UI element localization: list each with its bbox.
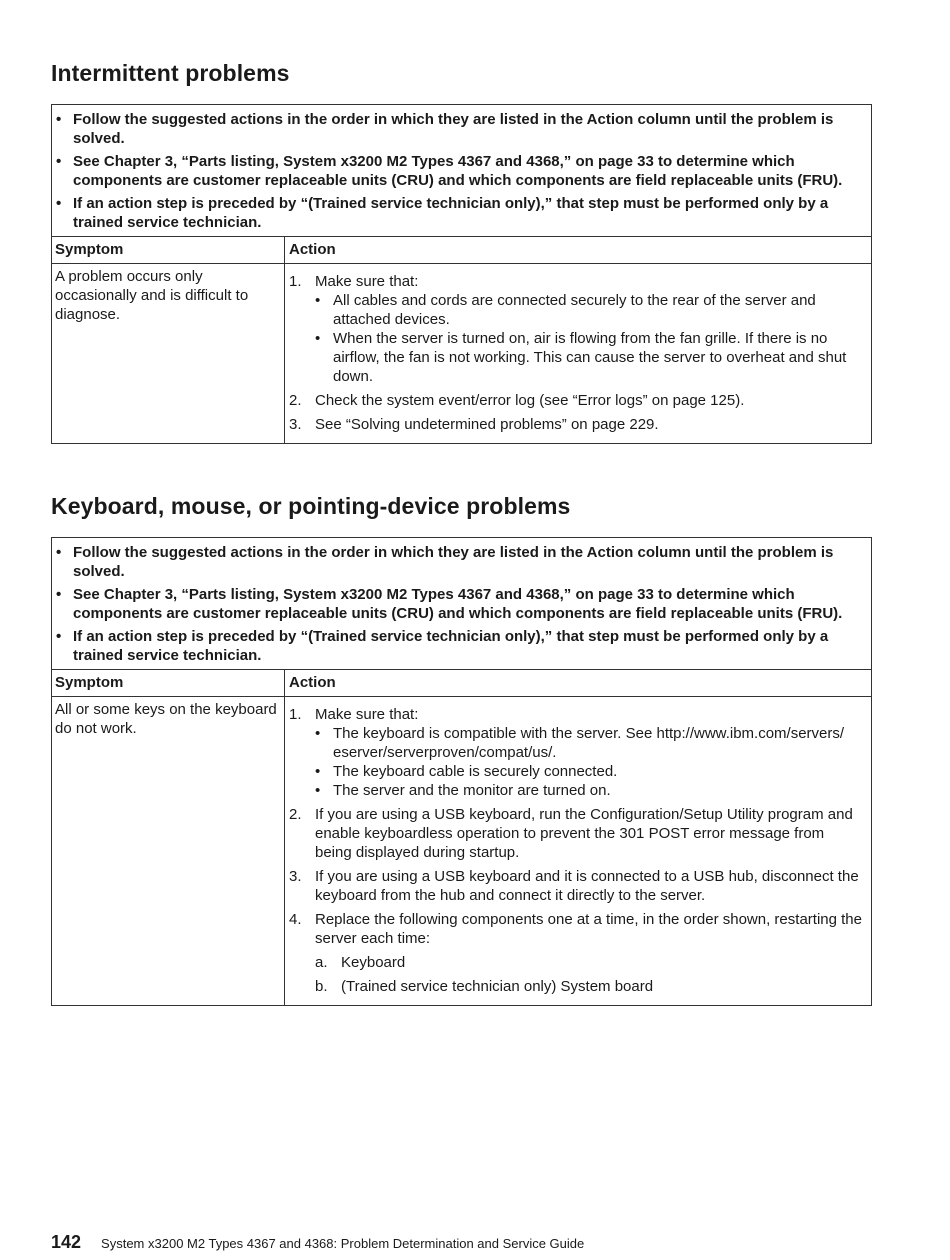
- action-cell: [285, 697, 871, 1005]
- bullet-icon: •: [56, 586, 62, 603]
- sub-bullet: • When the server is turned on, air is flowing from the fan grille. If there is no airflow, the fan is not working. This can cause the server to overheat and shut down.: [315, 330, 847, 385]
- bullet-icon: •: [315, 330, 321, 347]
- symptom-cell: A problem occurs only occasionally and is difficult to diagnose.: [52, 264, 285, 443]
- sub-bullet: • The server and the monitor are turned on.: [315, 782, 611, 799]
- action-header: Action: [289, 241, 336, 258]
- sub-bullet: • All cables and cords are connected securely to the rear of the server and attached devices.: [315, 292, 816, 328]
- bullet-icon: •: [315, 725, 321, 742]
- action-step: 4. Replace the following components one at a time, in the order shown, restarting the server each time: a. Keyboard b. (Trained service technician only) System board: [289, 910, 865, 996]
- bullet-icon: •: [56, 111, 62, 128]
- action-header: Action: [289, 674, 336, 691]
- sub-bullet: • The keyboard cable is securely connected.: [315, 763, 618, 780]
- section-title: Keyboard, mouse, or pointing-device problems: [51, 493, 571, 519]
- action-step: 3. If you are using a USB keyboard and it is connected to a USB hub, disconnect the keyboard from the hub and connect it directly to the server.: [289, 868, 859, 904]
- note-item: • See Chapter 3, “Parts listing, System x3200 M2 Types 4367 and 4368,” on page 33 to determine which components are customer replaceable units (CRU) and which components are field replaceable units (FRU).: [56, 586, 843, 622]
- page-footer: [51, 1232, 584, 1253]
- note-item: • Follow the suggested actions in the order in which they are listed in the Action column until the problem is solved.: [56, 544, 834, 580]
- symptom-header: Symptom: [52, 670, 285, 696]
- note-item: • See Chapter 3, “Parts listing, System x3200 M2 Types 4367 and 4368,” on page 33 to determine which components are customer replaceable units (CRU) and which components are field replaceable units (FRU).: [56, 153, 843, 189]
- instructions-notes: [52, 538, 871, 670]
- page-number: 142: [51, 1232, 82, 1252]
- section-title: Intermittent problems: [51, 60, 290, 86]
- note-item: • If an action step is preceded by “(Trained service technician only),” that step must be performed only by a trained service technician.: [56, 628, 829, 664]
- troubleshooting-table: [51, 537, 872, 1006]
- troubleshooting-table: [51, 104, 872, 444]
- instructions-notes: [52, 105, 871, 237]
- sub-bullet: • The keyboard is compatible with the server. See http://www.ibm.com/servers/ eserver/serverproven/compat/us/.: [315, 725, 845, 761]
- table-header: [52, 237, 871, 264]
- bullet-icon: •: [315, 763, 321, 780]
- table-row: [52, 697, 871, 1005]
- bullet-icon: •: [56, 195, 62, 212]
- action-step: 3. See “Solving undetermined problems” on page 229.: [289, 416, 659, 433]
- note-item: • If an action step is preceded by “(Trained service technician only),” that step must be performed only by a trained service technician.: [56, 195, 829, 231]
- bullet-icon: •: [56, 153, 62, 170]
- action-step: 2. Check the system event/error log (see “Error logs” on page 125).: [289, 392, 745, 409]
- action-step: 1. Make sure that: • The keyboard is compatible with the server. See http://www.ibm.com/servers/ eserver/serverproven/compat/us/. • The keyboard cable is securely connected. • The server and the monitor are turned on.: [289, 705, 865, 800]
- action-step: 1. Make sure that: • All cables and cords are connected securely to the rear of the server and attached devices. • When the server is turned on, air is flowing from the fan grille. If there is no airflow, the fan is not working. This can cause the server to overheat and shut down.: [289, 272, 865, 386]
- bullet-icon: •: [56, 628, 62, 645]
- sub-step: b. (Trained service technician only) System board: [315, 978, 654, 995]
- bullet-icon: •: [56, 544, 62, 561]
- footer-text: System x3200 M2 Types 4367 and 4368: Problem Determination and Service Guide: [101, 1236, 585, 1251]
- action-step: 2. If you are using a USB keyboard, run the Configuration/Setup Utility program and enable keyboardless operation to prevent the 301 POST error message from being displayed during startup.: [289, 806, 853, 861]
- table-row: [52, 264, 871, 443]
- table-header: [52, 670, 871, 697]
- bullet-icon: •: [315, 782, 321, 799]
- symptom-header: Symptom: [52, 237, 285, 263]
- note-item: • Follow the suggested actions in the order in which they are listed in the Action column until the problem is solved.: [56, 111, 834, 147]
- action-cell: [285, 264, 871, 443]
- symptom-cell: All or some keys on the keyboard do not work.: [52, 697, 285, 1005]
- bullet-icon: •: [315, 292, 321, 309]
- sub-step: a. Keyboard: [315, 954, 406, 971]
